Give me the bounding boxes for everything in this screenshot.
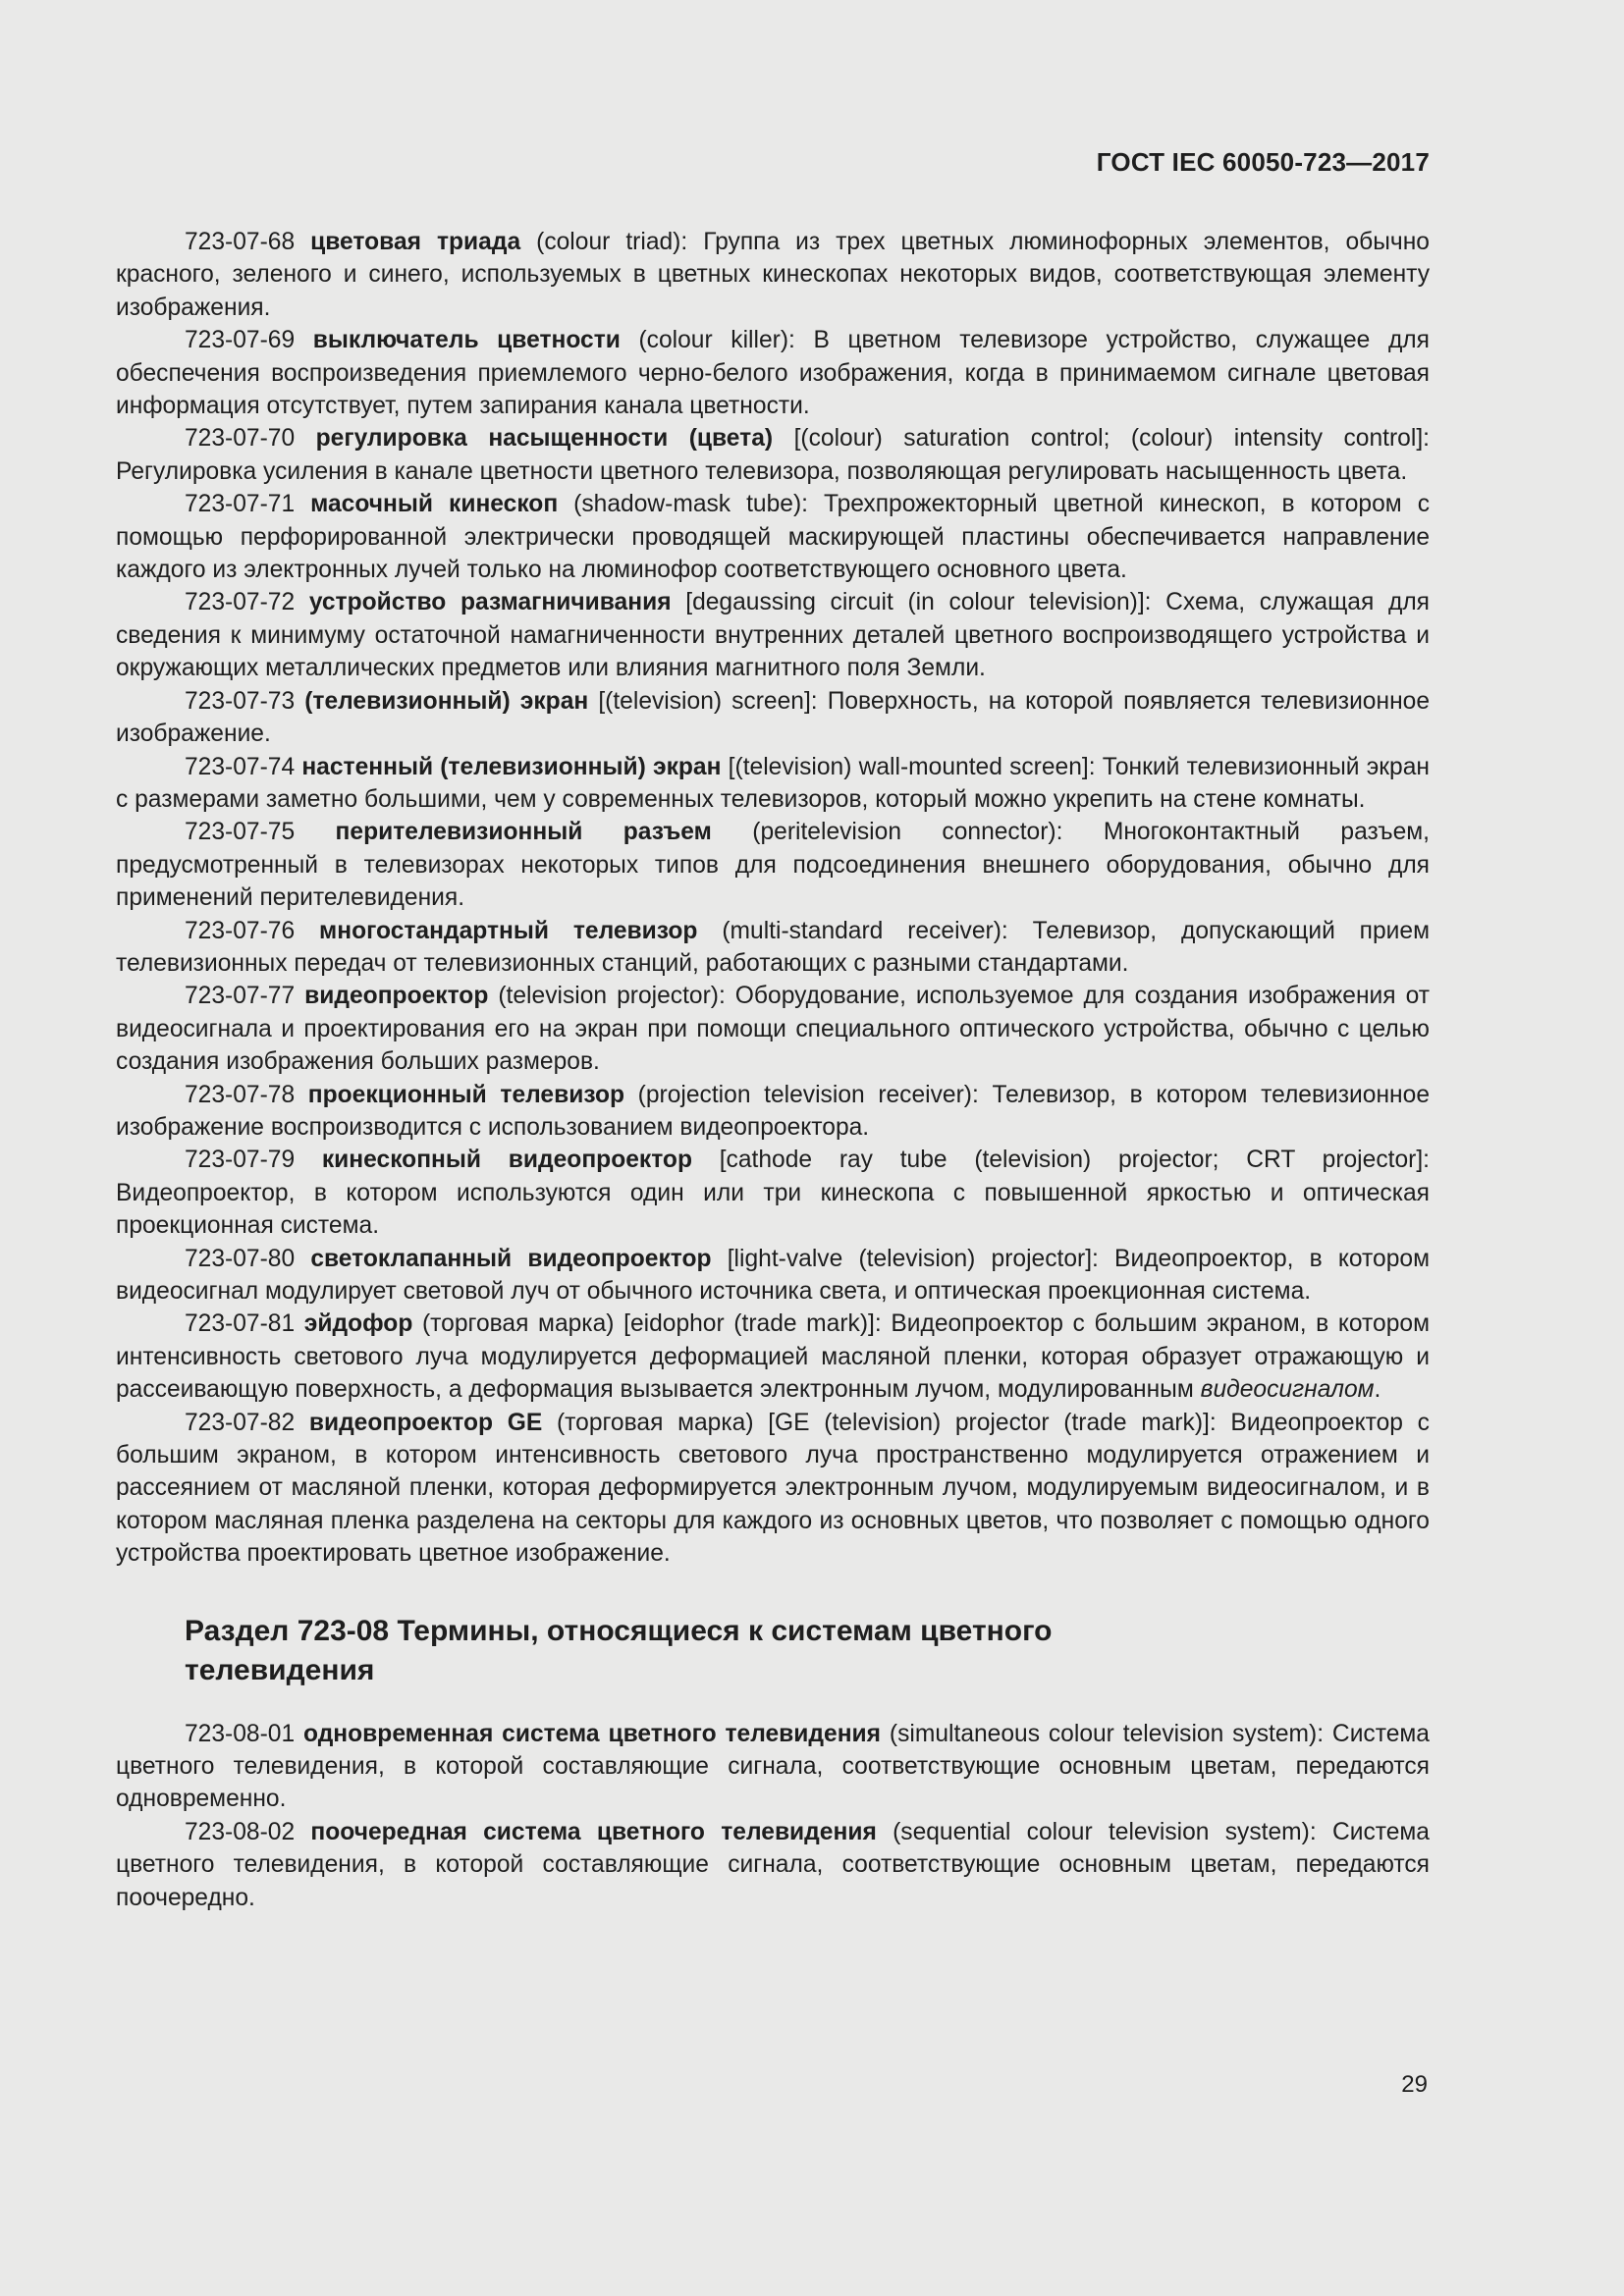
term-name: цветовая триада: [310, 229, 521, 255]
term-code: 723-08-02: [185, 1818, 296, 1845]
term-code: 723-07-81: [185, 1310, 296, 1338]
term-name: кинескопный видеопроектор: [321, 1147, 692, 1174]
term-definition: (colour triad): Группа из трех цветных люминофорных элементов, обычно красного, зеленого и синего, используемых в цветных кинескопах некоторых видов, соответствующая элементу изображения.: [116, 229, 1430, 321]
term-name: поочередная система цветного телевидения: [310, 1818, 877, 1845]
term-code: 723-07-74: [185, 753, 296, 780]
term-code: 723-07-73: [185, 687, 296, 715]
term-entry: [116, 1407, 1430, 1571]
standard-header: ГОСТ IEC 60050-723—2017: [1096, 147, 1430, 177]
term-entry: [116, 1079, 1430, 1145]
term-name: (телевизионный) экран: [304, 687, 589, 715]
term-entry: [116, 324, 1430, 422]
term-code: 723-07-72: [185, 589, 296, 616]
term-entry: [116, 1718, 1430, 1816]
term-entry: [116, 226, 1430, 324]
term-definition: (shadow-mask tube): Трехпрожекторный цветной кинескоп, в котором с помощью перфорированной электрически проводящей маскирующей пластины обеспечивается направление каждого из электронных лучей только на люминофор соответствующего основного цвета.: [116, 491, 1430, 584]
term-definition: (multi-standard receiver): Телевизор, допускающий прием телевизионных передач от телевизионных станций, работающих с разными стандартами.: [116, 917, 1430, 977]
term-entry: [116, 586, 1430, 684]
term-name: видеопроектор: [304, 983, 489, 1010]
term-name: выключатель цветности: [312, 327, 621, 354]
term-entry: [116, 751, 1430, 817]
term-code: 723-07-70: [185, 425, 296, 453]
term-code: 723-07-78: [185, 1081, 296, 1108]
term-code: 723-07-69: [185, 327, 296, 354]
term-definition: [(colour) saturation control; (colour) intensity control]: Регулировка усиления в канале цветности цветного телевизора, позволяющая регулировать насыщенность цвета.: [116, 425, 1430, 485]
term-entry: [116, 816, 1430, 914]
term-entry: [116, 488, 1430, 586]
term-definition: [degaussing circuit (in colour television)]: Схема, служащая для сведения к минимуму остаточной намагниченности внутренних деталей цветного воспроизводящего устройства и окружающих металлических предметов или влияния магнитного поля Земли.: [116, 589, 1431, 682]
term-entry: [116, 1243, 1430, 1308]
term-code: 723-07-77: [185, 983, 296, 1010]
term-entry: [116, 915, 1430, 981]
term-code: 723-07-76: [185, 917, 296, 944]
term-code: 723-07-79: [185, 1147, 296, 1174]
term-name: видеопроектор GE: [308, 1409, 543, 1436]
term-entry: [116, 422, 1430, 488]
term-definition: (projection television receiver): Телевизор, в котором телевизионное изображение воспроизводится с использованием видеопроектора.: [116, 1081, 1430, 1141]
term-definition: [cathode ray tube (television) projector; CRT projector]: Видеопроектор, в котором используются один или три кинескопа с повышенной яркостью и оптическая проекционная система.: [116, 1147, 1430, 1240]
term-code: 723-07-80: [185, 1245, 296, 1272]
term-code: 723-07-68: [185, 229, 296, 255]
cross-reference: видеосигналом: [1200, 1376, 1375, 1404]
term-name: устройство размагничивания: [308, 589, 672, 616]
term-name: проекционный телевизор: [307, 1081, 625, 1108]
term-name: многостандартный телевизор: [319, 917, 698, 944]
term-name: эйдофор: [303, 1310, 413, 1338]
term-definition: (sequential colour television system): Система цветного телевидения, в которой составляющие сигнала, соответствующие основным цветам, передаются поочередно.: [116, 1818, 1430, 1911]
term-definition: [(television) wall-mounted screen]: Тонкий телевизионный экран с размерами заметно большими, чем у современных телевизоров, который можно укрепить на стене комнаты.: [116, 753, 1430, 813]
term-entry: [116, 1816, 1430, 1914]
definition-end: .: [1374, 1376, 1381, 1404]
term-entry: [116, 1144, 1430, 1242]
term-entry: [116, 980, 1430, 1078]
term-name: масочный кинескоп: [310, 491, 559, 518]
term-definition: (colour killer): В цветном телевизоре устройство, служащее для обеспечения воспроизведения приемлемого черно-белого изображения, когда в принимаемом сигнале цветовая информация отсутствует, путем запирания канала цветности.: [116, 327, 1430, 420]
term-name: одновременная система цветного телевидения: [303, 1720, 882, 1747]
term-code: 723-07-71: [185, 491, 296, 518]
term-code: 723-07-75: [185, 819, 296, 846]
term-definition: (television projector): Оборудование, используемое для создания изображения от видеосигнала и проектирования его на экран при помощи специального оптического устройства, обычно с целью создания изображения больших размеров.: [116, 983, 1430, 1076]
document-body: [116, 226, 1430, 1914]
term-definition: (peritelevision connector): Многоконтактный разъем, предусмотренный в телевизорах некоторых типов для подсоединения внешнего оборудования, обычно для применений перителевидения.: [116, 819, 1430, 912]
definition-text: (торговая марка) [eidophor (trade mark)]: Видеопроектор с большим экраном, в котором интенсивность светового луча модулируется деформацией масляной пленки, которая образует отражающую и рассеивающую поверхность, а деформация вызывается электронным лучом, модулированным: [116, 1310, 1430, 1404]
page-number: 29: [1401, 2071, 1428, 2098]
term-entry: [116, 685, 1430, 751]
term-definition: (simultaneous colour television system): Система цветного телевидения, в которой составляющие сигнала, соответствующие основным цветам, передаются одновременно.: [116, 1720, 1430, 1813]
section-heading: Раздел 723-08 Термины, относящиеся к системам цветного телевидения: [185, 1614, 1053, 1686]
term-entry: [116, 1308, 1430, 1406]
term-definition: [(television) screen]: Поверхность, на которой появляется телевизионное изображение.: [116, 687, 1431, 748]
term-code: 723-07-82: [185, 1409, 296, 1436]
term-definition: (торговая марка) [GE (television) projector (trade mark)]: Видеопроектор с большим экраном, в котором интенсивность светового луча пространственно модулируется отражением и рассеянием от масляной пленки, которая деформируется электронным лучом, модулируемым видеосигналом, и в котором масляная пленка разделена на секторы для каждого из основных цветов, что позволяет с помощью одного устройства проектировать цветное изображение.: [116, 1409, 1430, 1568]
term-name: светоклапанный видеопроектор: [310, 1245, 712, 1272]
term-name: регулировка насыщенности (цвета): [315, 425, 774, 453]
term-name: перителевизионный разъем: [335, 819, 712, 846]
term-definition: [light-valve (television) projector]: Видеопроектор, в котором видеосигнал модулирует световой луч от обычного источника света, и оптическая проекционная система.: [116, 1245, 1430, 1305]
term-code: 723-08-01: [185, 1720, 296, 1747]
term-name: настенный (телевизионный) экран: [301, 753, 722, 780]
